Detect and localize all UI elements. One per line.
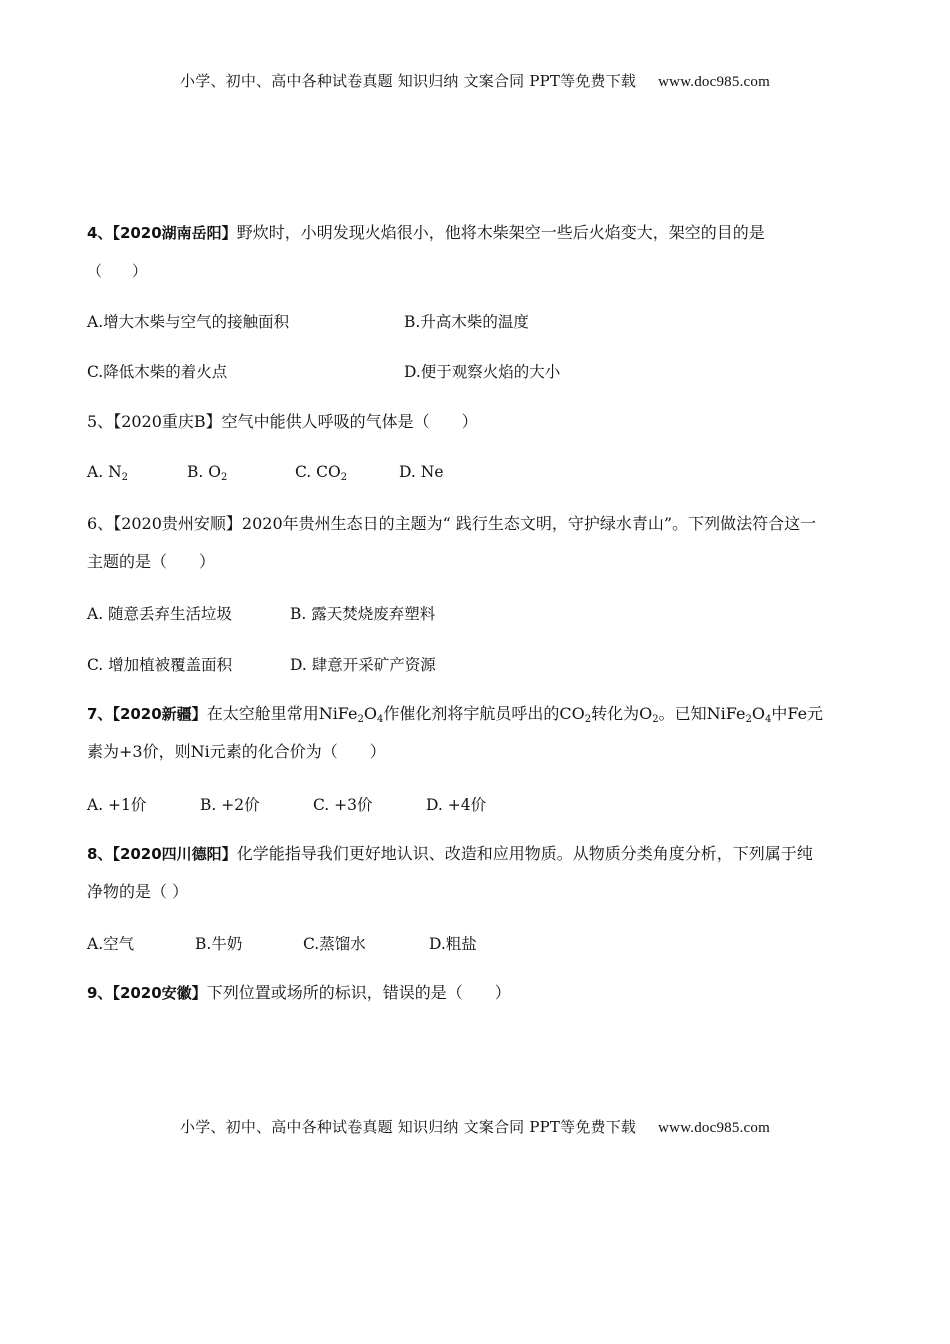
q4-blank: （ ） (87, 262, 148, 280)
q9-source: 【2020安徽】 (112, 984, 207, 1002)
q8-option-c[interactable]: C.蒸馏水 (303, 935, 366, 953)
q7-source: 【2020新疆】 (112, 705, 207, 723)
q5-option-a[interactable]: A. $N_2$ (87, 463, 128, 483)
question-8 (87, 835, 867, 911)
footer-text: 小学、初中、高中各种试卷真题 知识归纳 文案合同 PPT等免费下载 (180, 1118, 637, 1136)
question-6 (87, 505, 867, 581)
q7-option-a[interactable]: A. +1价 (87, 796, 147, 814)
q7-option-c[interactable]: C. +3价 (313, 796, 373, 814)
q4-option-d[interactable]: D.便于观察火焰的大小 (404, 363, 561, 381)
page-footer (0, 1116, 950, 1137)
page-header (0, 70, 950, 91)
q5-option-d[interactable]: D. Ne (399, 463, 444, 481)
question-9 (87, 974, 867, 1012)
q6-stem-line2: 主题的是（ ） (87, 552, 216, 571)
q4-stem: 野炊时，小明发现火焰很小，他将木柴架空一些后火焰变大，架空的目的是 (236, 223, 765, 242)
q4-source: 【2020湖南岳阳】 (112, 224, 237, 242)
header-text: 小学、初中、高中各种试卷真题 知识归纳 文案合同 PPT等免费下载 (180, 72, 637, 90)
q9-number: 9、 (87, 984, 113, 1002)
q6-option-b[interactable]: B. 露天焚烧废弃塑料 (290, 605, 436, 623)
q6-number: 6、 (87, 514, 114, 533)
question-4 (87, 214, 867, 290)
q4-option-c[interactable]: C.降低木柴的着火点 (87, 363, 228, 381)
q8-number: 8、 (87, 845, 113, 863)
q7-stem-line1: 在太空舱里常用$NiFe_2O_4$作催化剂将宇航员呼出的$CO_2$转化为$O_2$。已知$NiFe_2O_4$中Fe元 (206, 704, 824, 725)
q8-option-b[interactable]: B.牛奶 (195, 935, 243, 953)
q5-option-c[interactable]: C. $CO_2$ (295, 463, 348, 483)
question-7 (87, 695, 867, 771)
q8-stem-line2: 净物的是（ ） (87, 882, 189, 901)
footer-site[interactable]: www.doc985.com (658, 1120, 770, 1136)
q6-source: 【2020贵州安顺】 (113, 514, 242, 533)
q9-stem: 下列位置或场所的标识，错误的是（ ） (206, 983, 511, 1002)
q4-option-b[interactable]: B.升高木柴的温度 (404, 313, 529, 331)
q5-source: 【2020重庆B】 (113, 412, 222, 431)
q5-number: 5、 (87, 412, 114, 431)
q7-number: 7、 (87, 705, 113, 723)
q4-number: 4、 (87, 224, 113, 242)
q4-option-a[interactable]: A.增大木柴与空气的接触面积 (87, 313, 290, 331)
q5-stem: 空气中能供人呼吸的气体是（ ） (221, 412, 478, 431)
q7-option-d[interactable]: D. +4价 (426, 796, 487, 814)
q8-option-d[interactable]: D.粗盐 (429, 935, 477, 953)
header-site[interactable]: www.doc985.com (658, 74, 770, 90)
q6-option-c[interactable]: C. 增加植被覆盖面积 (87, 656, 233, 674)
q6-stem-line1: 2020年贵州生态日的主题为“ 践行生态文明，守护绿水青山”。下列做法符合这一 (241, 514, 817, 533)
q6-option-d[interactable]: D. 肆意开采矿产资源 (290, 656, 436, 674)
q5-option-b[interactable]: B. $O_2$ (187, 463, 228, 483)
q8-stem-line1: 化学能指导我们更好地认识、改造和应用物质。从物质分类角度分析，下列属于纯 (236, 844, 813, 863)
q6-option-a[interactable]: A. 随意丢弃生活垃圾 (87, 605, 233, 623)
q7-option-b[interactable]: B. +2价 (200, 796, 260, 814)
question-5 (87, 403, 867, 441)
q8-source: 【2020四川德阳】 (112, 845, 237, 863)
q7-stem-line2: 素为+3价，则Ni元素的化合价为（ ） (87, 742, 386, 761)
q8-option-a[interactable]: A.空气 (87, 935, 135, 953)
